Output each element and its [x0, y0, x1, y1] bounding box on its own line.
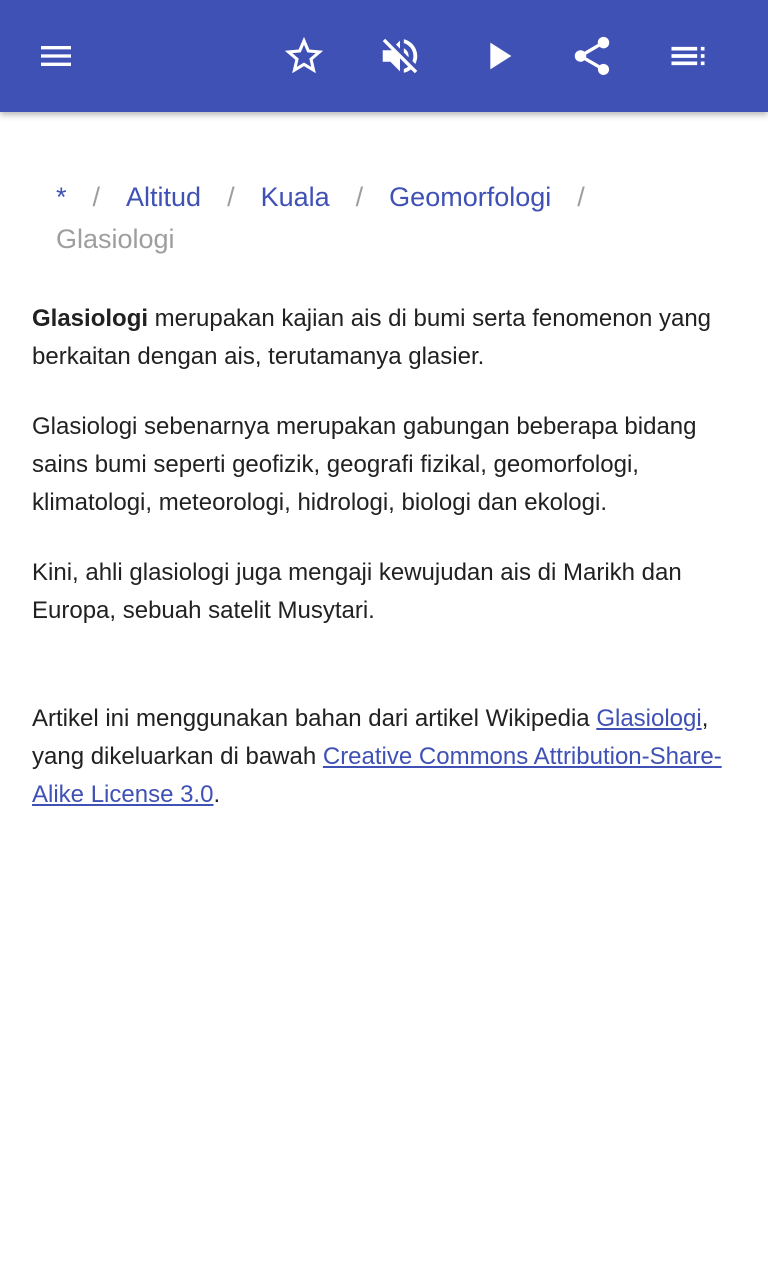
- breadcrumb-item-altitud[interactable]: Altitud: [126, 182, 202, 212]
- app-toolbar: [0, 0, 768, 112]
- article-content: [32, 112, 736, 814]
- share-button[interactable]: [564, 28, 620, 84]
- breadcrumb: [32, 176, 736, 260]
- volume-off-icon: [377, 33, 423, 79]
- breadcrumb-item-kuala[interactable]: Kuala: [260, 182, 330, 212]
- breadcrumb-current: Glasiologi: [56, 224, 175, 254]
- share-icon: [569, 33, 615, 79]
- attribution-notice: [32, 700, 736, 814]
- favorite-button[interactable]: [276, 28, 332, 84]
- menu-icon: [36, 36, 76, 76]
- article-paragraph-planetary: Kini, ahli glasiologi juga mengaji kewujudan ais di Marikh dan Europa, sebuah satelit Musytari.: [32, 559, 682, 624]
- article-intro-text: merupakan kajian ais di bumi serta fenomenon yang berkaitan dengan ais, terutamanya glasier.: [32, 305, 712, 370]
- star-outline-icon: [281, 33, 327, 79]
- menu-button[interactable]: [28, 28, 84, 84]
- article-paragraph-intro: [32, 300, 736, 376]
- breadcrumb-item-home[interactable]: *: [56, 182, 67, 212]
- play-icon: [475, 33, 521, 79]
- article-paragraph-fields: Glasiologi sebenarnya merupakan gabungan beberapa bidang sains bumi seperti geofizik, geografi fizikal, geomorfologi, klimatologi, meteorologi, hidrologi, biologi dan ekologi.: [32, 413, 697, 516]
- breadcrumb-separator: /: [577, 182, 585, 212]
- breadcrumb-separator: /: [227, 182, 235, 212]
- breadcrumb-item-geomorfologi[interactable]: Geomorfologi: [389, 182, 552, 212]
- wikipedia-article-link[interactable]: Glasiologi: [596, 705, 702, 732]
- attribution-middle: , yang dikeluarkan di bawah: [32, 705, 709, 770]
- breadcrumb-separator: /: [355, 182, 364, 212]
- attribution-suffix: .: [213, 781, 221, 808]
- article-term: Glasiologi: [32, 305, 149, 332]
- toc-list-icon: [666, 34, 710, 78]
- license-link[interactable]: Creative Commons Attribution-Share-Alike License 3.0: [32, 743, 722, 808]
- play-button[interactable]: [470, 28, 526, 84]
- breadcrumb-separator: /: [92, 182, 101, 212]
- attribution-prefix: Artikel ini menggunakan bahan dari artikel Wikipedia: [32, 705, 597, 732]
- table-of-contents-button[interactable]: [660, 28, 716, 84]
- mute-button[interactable]: [372, 28, 428, 84]
